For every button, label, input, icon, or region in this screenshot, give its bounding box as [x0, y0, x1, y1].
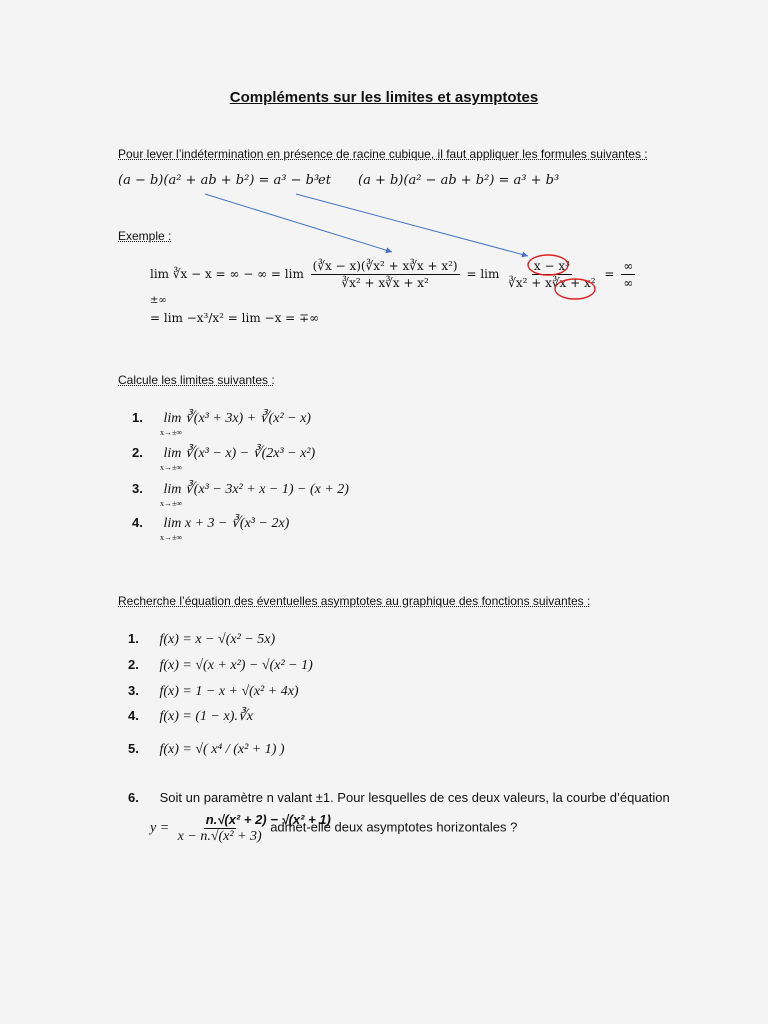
formula-sum-cubes: (a + b)(a² − ab + b²) = a³ + b³ — [358, 173, 560, 188]
asymptote-item-expression: f(x) = √(x + x²) − √(x² − 1) — [159, 658, 313, 673]
asymptote-item-number: 3. — [128, 683, 139, 698]
item6-fraction — [176, 812, 331, 845]
limits-heading: Calcule les limites suivantes : — [118, 373, 275, 387]
example-line1-left: lim ∛x − x = ∞ − ∞ = lim — [150, 267, 304, 281]
item6-lhs: y = — [150, 820, 170, 836]
limit-item-number: 1. — [132, 410, 143, 425]
example-result-num: ∞ — [623, 259, 634, 273]
limit-item-expression: lim ∛(x³ − 3x² + x − 1) − (x + 2) — [163, 482, 349, 497]
example-frac2-denominator: ∛x² + x∛x + x² — [508, 276, 596, 290]
annotation-arrow-2 — [296, 194, 528, 256]
limit-item-expression: lim ∛(x³ − x) − ∛(2x³ − x²) — [163, 446, 316, 461]
limit-item-expression: lim x + 3 − ∛(x³ − 2x) — [163, 516, 290, 531]
limit-item-1-sub: x→±∞ — [160, 428, 183, 437]
example-result — [621, 258, 635, 291]
asymptote-item-number: 4. — [128, 708, 139, 723]
example-result-den: ∞ — [623, 276, 634, 290]
asymptote-item6-equation — [150, 812, 517, 845]
limit-item-3-sub: x→±∞ — [160, 499, 183, 508]
example-fraction-1 — [311, 258, 460, 291]
asymptote-item-number: 2. — [128, 657, 139, 672]
example-fraction-2 — [506, 258, 597, 291]
limit-item-4 — [132, 515, 289, 532]
asymptote-item-5 — [128, 741, 285, 758]
asymptote-item-expression: f(x) = √( x⁴ / (x² + 1) ) — [159, 742, 285, 757]
asymptote-item-1 — [128, 631, 275, 648]
limit-item-4-sub: x→±∞ — [160, 533, 183, 542]
asymptote-item6-text: Soit un paramètre n valant ±1. Pour lesquelles de ces deux valeurs, la courbe d’équation — [159, 790, 670, 805]
item6-numerator: n.√(x² + 2) − √(x² + 1) — [205, 812, 331, 827]
annotation-arrow-1 — [205, 194, 392, 252]
asymptote-item-6 — [128, 790, 670, 805]
asymptote-item-expression: f(x) = 1 − x + √(x² + 4x) — [159, 684, 299, 699]
asymptote-item-3 — [128, 683, 299, 700]
limit-item-number: 4. — [132, 515, 143, 530]
example-heading: Exemple : — [118, 229, 172, 243]
example-line-2: = lim −x³/x² = lim −x = ∓∞ — [150, 311, 320, 325]
asymptote-item-2 — [128, 657, 313, 674]
asymptote-item-number: 5. — [128, 741, 139, 756]
page-title: Compléments sur les limites et asymptotes — [229, 89, 539, 106]
example-lim-sub: ±∞ — [150, 295, 167, 306]
asymptote-item-expression: f(x) = (1 − x).∛x — [159, 709, 253, 724]
example-equals-lim: = lim — [466, 267, 500, 281]
asymptotes-heading: Recherche l’équation des éventuelles asymptotes au graphique des fonctions suivantes : — [118, 594, 591, 608]
formula-connector: et — [318, 173, 331, 188]
asymptote-item-4 — [128, 708, 253, 725]
limit-item-2 — [132, 445, 315, 462]
example-frac1-denominator: ∛x² + x∛x + x² — [341, 276, 429, 290]
asymptote-item-number: 6. — [128, 790, 139, 805]
example-frac2-numerator: x − x³ — [533, 259, 570, 273]
intro-text: Pour lever l’indétermination en présence de racine cubique, il faut appliquer les formules suivantes : — [118, 147, 648, 161]
limit-item-2-sub: x→±∞ — [160, 463, 183, 472]
limit-item-3 — [132, 481, 349, 498]
asymptote-item-number: 1. — [128, 631, 139, 646]
limit-item-1 — [132, 410, 311, 427]
limit-item-expression: lim ∛(x³ + 3x) + ∛(x² − x) — [163, 411, 311, 426]
example-frac1-numerator: (∛x − x)(∛x² + x∛x + x²) — [312, 259, 458, 273]
limit-item-number: 3. — [132, 481, 143, 496]
item6-tail: admet-elle deux asymptotes horizontales ? — [270, 819, 518, 835]
asymptote-item-expression: f(x) = x − √(x² − 5x) — [159, 632, 276, 647]
formula-difference-cubes: (a − b)(a² + ab + b²) = a³ − b³ — [118, 173, 320, 188]
example-line-1: lim ∛x − x = ∞ − ∞ = lim $\frac{\text{(∛x − x)(∛x² + x∛x + x²)}}{\text{∛x² + x∛x + x²}}$ = lim $\frac{\text{x − x³}}{\text{∛x² + x∛x + x²}}$ = $\frac{\infty}{\infty}$ — [150, 259, 634, 290]
limit-item-number: 2. — [132, 445, 143, 460]
item6-denominator: x − n.√(x² + 3) — [177, 829, 262, 844]
